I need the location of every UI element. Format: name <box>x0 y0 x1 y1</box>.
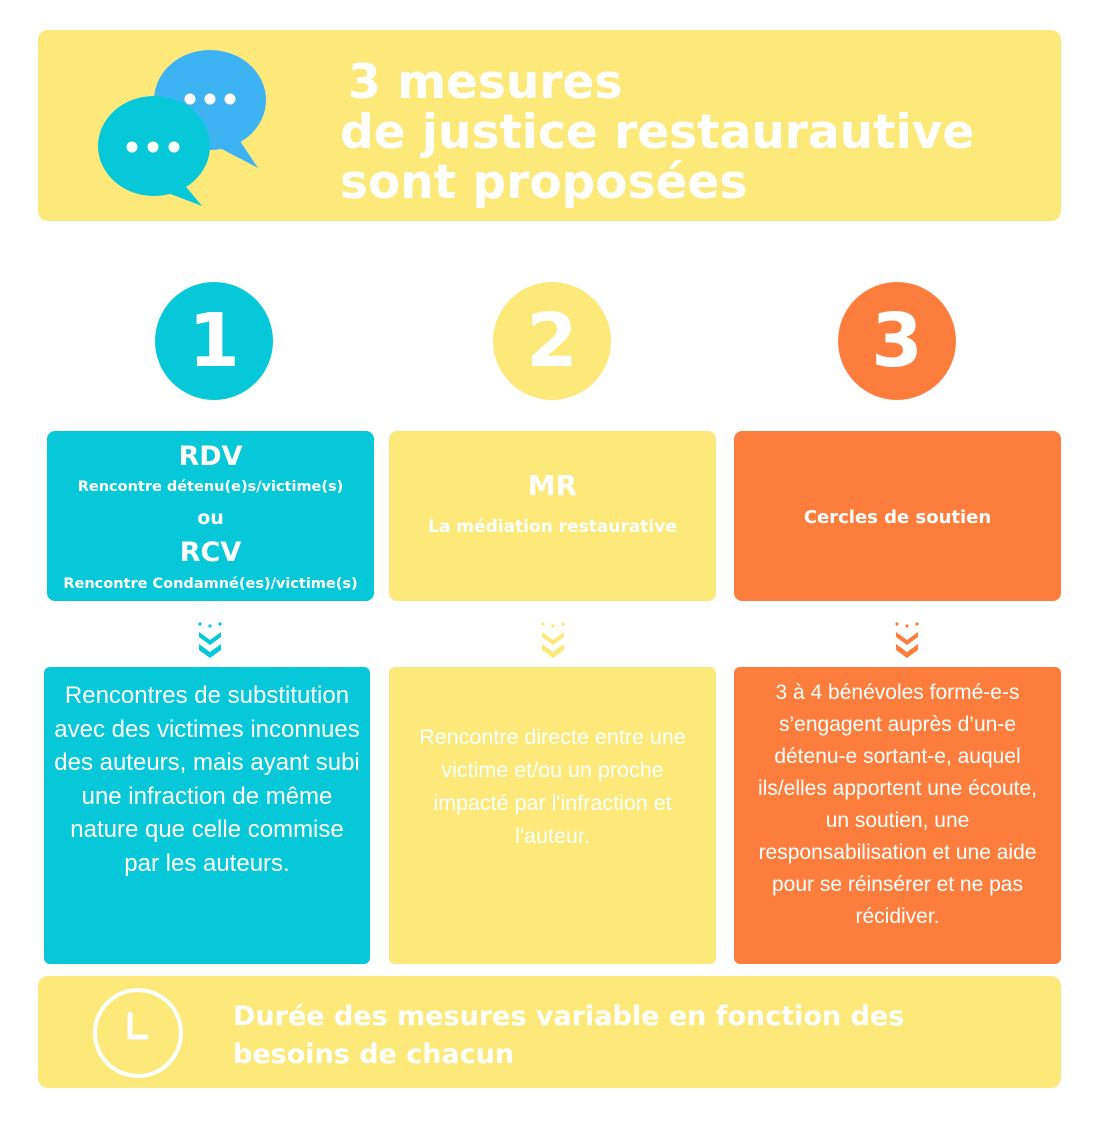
measure-1-title-box <box>47 431 374 601</box>
measure-1-title: RDV <box>178 441 243 472</box>
measure-2-title-box <box>389 431 716 601</box>
measure-3-number: 3 <box>838 282 956 400</box>
measure-2-subtitle: La médiation restaurative <box>428 517 677 537</box>
chevron-down-icon <box>197 620 223 660</box>
measure-2-title: MR <box>527 469 578 502</box>
clock-icon <box>88 987 188 1079</box>
measure-3-description: 3 à 4 bénévoles formé-e-s s’engagent auprès d’un-e détenu-e sortant-e, auquel ils/elles apportent une écoute, un soutien, une responsabilisation et une aide pour se réinsérer et ne pas récidiver. <box>734 667 1061 964</box>
measure-1-description: Rencontres de substitution avec des victimes inconnues des auteurs, mais ayant subi une infraction de même nature que celle commise par les auteurs. <box>44 667 370 964</box>
title-line-2: de justice restaurautive <box>340 105 975 160</box>
chevron-down-icon <box>894 620 920 660</box>
page-title <box>340 55 1040 210</box>
chevron-down-icon <box>540 620 566 660</box>
measure-1-number: 1 <box>155 282 273 400</box>
measure-3-title-box <box>734 431 1061 601</box>
measure-1-subtitle: Rencontre détenu(e)s/victime(s) <box>77 479 344 495</box>
title-line-1: 3 mesures <box>348 55 623 110</box>
title-line-3: sont proposées <box>340 155 748 210</box>
measure-1-subtitle-alt: Rencontre Condamné(es)/victime(s) <box>63 576 358 592</box>
measure-2-number: 2 <box>493 282 611 400</box>
chat-bubbles-icon <box>98 50 268 210</box>
measure-2-description: Rencontre directe entre une victime et/ou un proche impacté par l'infraction et l'auteur. <box>389 667 716 964</box>
measure-1-connector: ou <box>197 507 224 529</box>
measure-1-title-alt: RCV <box>179 537 242 568</box>
measure-3-title: Cercles de soutien <box>803 507 992 528</box>
footer-text: Durée des mesures variable en fonction des besoins de chacun <box>233 1001 905 1070</box>
